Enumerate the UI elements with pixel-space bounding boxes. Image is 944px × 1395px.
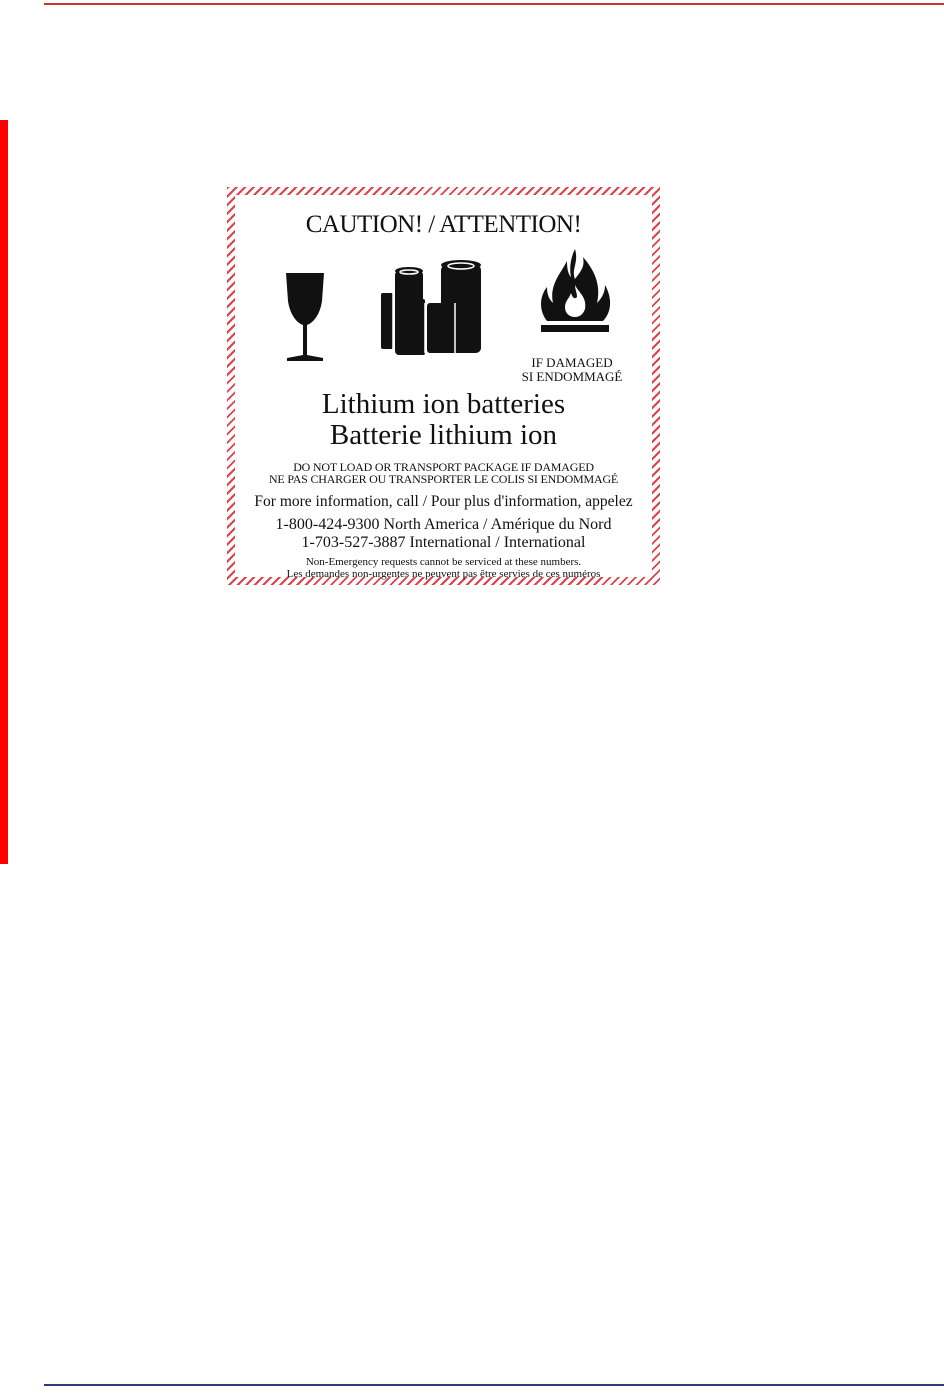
- label-content: [235, 195, 652, 580]
- caution-heading: CAUTION! / ATTENTION!: [305, 211, 582, 238]
- phone-north-america: 1-800-424-9300 North America / Amérique du Nord: [275, 516, 612, 533]
- flame-icon: [535, 247, 615, 347]
- phone-international: 1-703-527-3887 International / International: [301, 534, 586, 551]
- if-damaged-en: IF DAMAGED: [531, 355, 613, 370]
- fragile-glass-icon: [279, 271, 331, 363]
- non-emergency-note-fr: Les demandes non-urgentes ne peuvent pas être servies de ces numéros: [286, 568, 601, 580]
- warning-en: DO NOT LOAD OR TRANSPORT PACKAGE IF DAMAGED: [293, 460, 594, 474]
- non-emergency-note-en: Non-Emergency requests cannot be serviced at these numbers.: [305, 556, 582, 568]
- label-title-en: Lithium ion batteries: [321, 388, 566, 420]
- batteries-icon: [381, 259, 501, 359]
- info-line: For more information, call / Pour plus d'information, appelez: [254, 493, 633, 510]
- bottom-rule: [44, 1384, 944, 1386]
- top-rule: [44, 3, 944, 5]
- side-marker-bar: [0, 120, 8, 864]
- label-title-fr: Batterie lithium ion: [329, 419, 558, 451]
- warning-fr: NE PAS CHARGER OU TRANSPORTER LE COLIS SI ENDOMMAGÉ: [268, 472, 619, 486]
- if-damaged-fr: SI ENDOMMAGÉ: [521, 369, 623, 384]
- lithium-battery-label: [227, 187, 660, 585]
